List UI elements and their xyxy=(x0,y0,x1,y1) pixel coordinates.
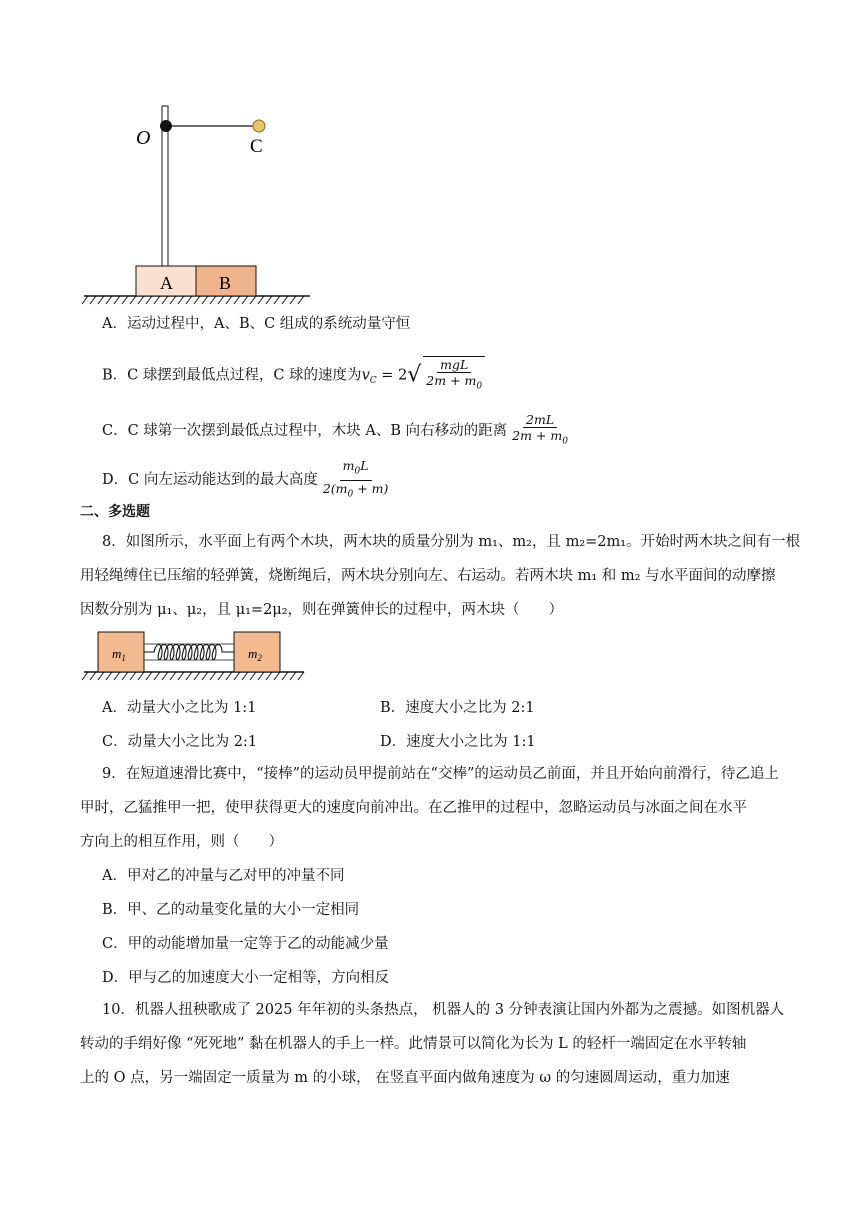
q7-option-c-text: C．C 球第一次摆到最低点过程中，木块 A、B 向右移动的距离 xyxy=(102,423,508,439)
q8-line-1: 8．如图所示，水平面上有两个木块，两木块的质量分别为 m₁、m₂，且 m₂=2m₁。开始时两木块之间有一根 xyxy=(102,534,801,550)
q7-option-b-v-sub: C xyxy=(369,376,377,387)
q7-option-c-frac xyxy=(509,412,571,450)
q7-option-d-den: 2(m xyxy=(322,480,348,496)
q7-option-c-den-sub: 0 xyxy=(562,436,568,447)
section-title: 二、多选题 xyxy=(80,504,150,520)
q7-option-c xyxy=(102,412,573,450)
q7-figure xyxy=(78,100,318,310)
q9-option-c: C．甲的动能增加量一定等于乙的动能减少量 xyxy=(102,936,389,952)
q7-option-b-num: mgL xyxy=(437,357,471,373)
q7-option-d-num-m: m xyxy=(342,458,355,473)
q7-option-d-den-end: + m) xyxy=(353,480,389,496)
q7-ball-c xyxy=(253,120,265,132)
q7-option-d-text: D．C 向左运动能达到的最大高度 xyxy=(102,472,318,488)
q9-line-2: 甲时，乙猛推甲一把，使甲获得更大的速度向前冲出。在乙推甲的过程中，忽略运动员与冰面之间在水平 xyxy=(80,800,747,816)
q8-option-a: A．动量大小之比为 1:1 xyxy=(102,700,257,716)
q8-option-c: C．动量大小之比为 2:1 xyxy=(102,734,258,750)
q10-line-2: 转动的手绢好像 “死死地” 黏在机器人的手上一样。此情景可以简化为长为 L 的轻杆一端固定在水平转轴 xyxy=(80,1036,747,1052)
q7-block-a-label: A xyxy=(160,273,173,293)
q9-option-b: B．甲、乙的动量变化量的大小一定相同 xyxy=(102,902,360,918)
q7-option-c-num: 2mL xyxy=(523,412,557,428)
q10-line-1: 10．机器人扭秧歌成了 2025 年年初的头条热点， 机器人的 3 分钟表演让国内外都为之震撼。如图机器人 xyxy=(102,1002,785,1018)
q9-option-a: A．甲对乙的冲量与乙对甲的冲量不同 xyxy=(102,868,345,884)
q8-option-b: B．速度大小之比为 2:1 xyxy=(380,700,535,716)
q7-pivot xyxy=(160,120,172,132)
q8-spring xyxy=(144,645,234,660)
q8-option-d: D．速度大小之比为 1:1 xyxy=(380,734,536,750)
q7-option-a: A．运动过程中，A、B、C 组成的系统动量守恒 xyxy=(102,316,411,332)
q10-line-3: 上的 O 点，另一端固定一质量为 m 的小球， 在竖直平面内做角速度为 ω 的匀速圆周运动，重力加速 xyxy=(80,1070,730,1086)
q8-line-3: 因数分别为 μ₁、μ₂，且 μ₁=2μ₂，则在弹簧伸长的过程中，两木块（ ） xyxy=(80,602,564,618)
q7-option-b-frac xyxy=(423,356,485,395)
q9-line-3: 方向上的相互作用，则（ ） xyxy=(80,834,283,850)
q7-ground-hatch xyxy=(82,296,304,304)
q7-option-c-den: 2m + m xyxy=(512,428,563,444)
q7-option-b xyxy=(102,356,487,400)
q9-line-1: 9．在短道速滑比赛中，“接棒”的运动员甲提前站在“交棒”的运动员乙前面，并且开始向前滑行，待乙追上 xyxy=(102,766,779,782)
q7-option-d-frac xyxy=(320,458,392,502)
q8-figure xyxy=(80,628,310,684)
sqrt-icon: √ xyxy=(407,362,422,388)
q7-option-b-eq: = 2 xyxy=(376,367,408,384)
q7-option-b-text: B．C 球摆到最低点过程，C 球的速度为 xyxy=(102,367,362,384)
q9-option-d: D．甲与乙的加速度大小一定相等，方向相反 xyxy=(102,970,390,986)
q8-ground-hatch xyxy=(82,672,304,680)
q7-option-d-den-sub: 0 xyxy=(347,489,354,499)
q7-option-b-den-sub: 0 xyxy=(476,381,483,392)
q7-option-b-v: v xyxy=(361,367,370,384)
q8-line-2: 用轻绳缚住已压缩的轻弹簧，烧断绳后，两木块分别向左、右运动。若两木块 m₁ 和 m₂ 与水平面间的动摩擦 xyxy=(80,568,776,584)
q7-label-c: C xyxy=(250,136,263,157)
q8-m1-label: $m_1$ xyxy=(112,646,126,663)
q7-option-d-num-sub: 0 xyxy=(354,466,361,477)
q7-label-o: O xyxy=(136,127,151,149)
q7-option-d xyxy=(102,458,393,502)
q7-option-d-num-l: L xyxy=(360,458,369,473)
q7-block-b-label: B xyxy=(219,273,232,293)
q8-m2-label: $m_2$ xyxy=(248,646,262,663)
q7-option-b-den: 2m + m xyxy=(426,373,477,388)
